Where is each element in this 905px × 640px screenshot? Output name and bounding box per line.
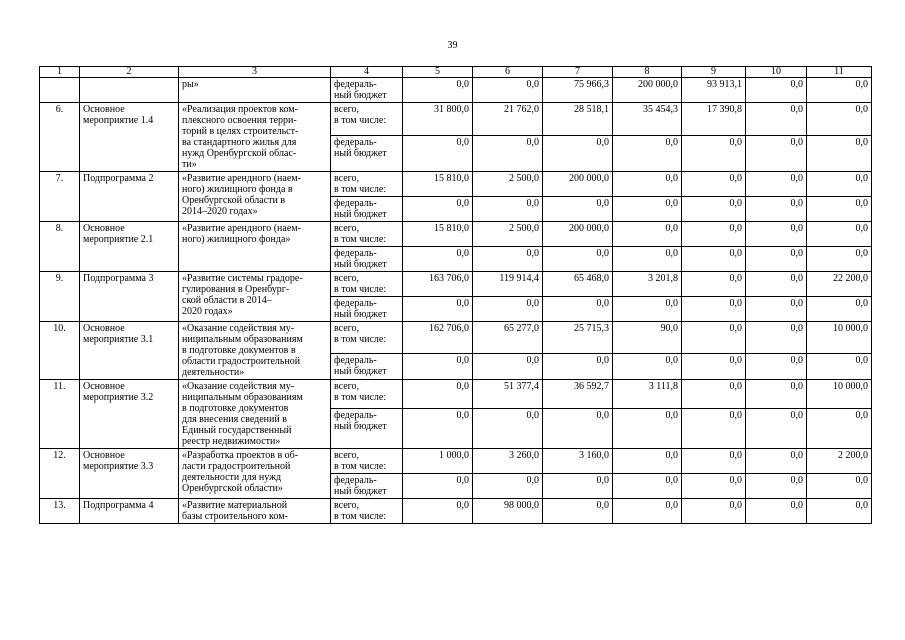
program-name-cell: Основное мероприятие 1.4 [80,103,179,172]
value-cell: 163 706,0 [403,272,473,297]
value-cell: 0,0 [543,409,613,449]
value-cell: 2 200,0 [807,449,872,474]
value-cell: 0,0 [473,78,543,103]
value-cell: 0,0 [807,297,872,322]
value-cell: 0,0 [746,272,807,297]
program-title-cell: «Развитие материальной базы строительного ком- [179,499,331,524]
value-cell: 0,0 [746,222,807,247]
funding-source-cell: федераль- ный бюджет [331,78,403,103]
program-title-cell: «Развитие системы градоре- гулирования в Оренбург- ской области в 2014– 2020 годах» [179,272,331,322]
table-row [40,322,872,354]
value-cell: 0,0 [613,409,682,449]
budget-table [39,66,872,524]
value-cell: 0,0 [613,474,682,499]
value-cell: 75 966,3 [543,78,613,103]
value-cell: 15 810,0 [403,222,473,247]
value-cell: 2 500,0 [473,172,543,197]
value-cell: 200 000,0 [543,222,613,247]
column-number-cell: 4 [331,67,403,78]
value-cell: 90,0 [613,322,682,354]
column-number-cell: 2 [80,67,179,78]
funding-source-cell: всего, в том числе: [331,322,403,354]
value-cell: 0,0 [543,197,613,222]
value-cell: 0,0 [403,354,473,380]
program-name-cell [80,78,179,103]
value-cell: 0,0 [746,78,807,103]
value-cell: 0,0 [682,247,746,272]
value-cell: 0,0 [807,474,872,499]
value-cell: 1 000,0 [403,449,473,474]
program-title-cell: «Развитие арендного (наем- ного) жилищного фонда в Оренбургской области в 2014–2020 годах» [179,172,331,222]
funding-source-cell: федераль- ный бюджет [331,354,403,380]
funding-source-cell: федераль- ный бюджет [331,247,403,272]
value-cell: 0,0 [807,247,872,272]
value-cell: 0,0 [613,354,682,380]
value-cell: 0,0 [543,247,613,272]
program-title-cell: «Развитие арендного (наем- ного) жилищного фонда» [179,222,331,272]
value-cell: 35 454,3 [613,103,682,136]
value-cell: 0,0 [682,136,746,172]
value-cell: 0,0 [613,499,682,524]
value-cell: 0,0 [682,449,746,474]
value-cell: 0,0 [746,322,807,354]
table-row [40,449,872,474]
value-cell: 0,0 [682,409,746,449]
program-name-cell: Основное мероприятие 3.1 [80,322,179,380]
funding-source-cell: всего, в том числе: [331,380,403,409]
value-cell: 0,0 [473,474,543,499]
value-cell: 0,0 [746,499,807,524]
row-number-cell: 9. [40,272,80,322]
value-cell: 0,0 [682,297,746,322]
value-cell: 0,0 [682,354,746,380]
row-number-cell: 11. [40,380,80,449]
value-cell: 0,0 [473,297,543,322]
value-cell: 0,0 [543,354,613,380]
funding-source-cell: всего, в том числе: [331,499,403,524]
value-cell: 22 200,0 [807,272,872,297]
value-cell: 0,0 [746,449,807,474]
value-cell: 0,0 [403,380,473,409]
column-number-cell: 3 [179,67,331,78]
value-cell: 200 000,0 [543,172,613,197]
value-cell: 0,0 [746,197,807,222]
column-number-cell: 9 [682,67,746,78]
value-cell: 0,0 [807,499,872,524]
funding-source-cell: всего, в том числе: [331,222,403,247]
value-cell: 0,0 [403,197,473,222]
value-cell: 31 800,0 [403,103,473,136]
funding-source-cell: всего, в том числе: [331,103,403,136]
value-cell: 0,0 [613,172,682,197]
value-cell: 0,0 [682,380,746,409]
value-cell: 0,0 [613,197,682,222]
row-number-cell: 10. [40,322,80,380]
program-name-cell: Подпрограмма 3 [80,272,179,322]
value-cell: 0,0 [473,136,543,172]
value-cell: 0,0 [807,136,872,172]
value-cell: 3 201,8 [613,272,682,297]
value-cell: 0,0 [543,474,613,499]
program-title-cell: «Реализация проектов ком- плексного освоения терри- торий в целях строительст- ва стандартного жилья для нужд Оренбургской облас- ти» [179,103,331,172]
row-number-cell: 12. [40,449,80,499]
value-cell: 0,0 [746,474,807,499]
row-number-cell: 13. [40,499,80,524]
value-cell: 0,0 [403,247,473,272]
funding-source-cell: всего, в том числе: [331,172,403,197]
value-cell: 3 260,0 [473,449,543,474]
value-cell: 3 160,0 [543,449,613,474]
funding-source-cell: всего, в том числе: [331,449,403,474]
column-number-cell: 5 [403,67,473,78]
value-cell: 17 390,8 [682,103,746,136]
row-number-cell [40,78,80,103]
value-cell: 0,0 [807,78,872,103]
value-cell: 0,0 [403,409,473,449]
value-cell: 0,0 [403,78,473,103]
value-cell: 0,0 [543,297,613,322]
table-row [40,78,872,103]
value-cell: 0,0 [403,297,473,322]
column-number-row [40,67,872,78]
program-title-cell: ры» [179,78,331,103]
value-cell: 200 000,0 [613,78,682,103]
column-number-cell: 11 [807,67,872,78]
value-cell: 0,0 [746,354,807,380]
value-cell: 0,0 [682,322,746,354]
value-cell: 0,0 [807,222,872,247]
column-number-cell: 7 [543,67,613,78]
table-row [40,380,872,409]
row-number-cell: 8. [40,222,80,272]
column-number-cell: 1 [40,67,80,78]
program-title-cell: «Оказание содействия му- ниципальным образованиям в подготовке документов в области градостроительной деятельности» [179,322,331,380]
value-cell: 0,0 [403,474,473,499]
table-row [40,172,872,197]
value-cell: 0,0 [807,409,872,449]
value-cell: 0,0 [473,354,543,380]
value-cell: 65 468,0 [543,272,613,297]
funding-source-cell: федераль- ный бюджет [331,197,403,222]
value-cell: 0,0 [682,172,746,197]
value-cell: 25 715,3 [543,322,613,354]
program-name-cell: Основное мероприятие 2.1 [80,222,179,272]
value-cell: 0,0 [746,297,807,322]
value-cell: 0,0 [682,499,746,524]
page-number: 39 [447,40,458,51]
value-cell: 51 377,4 [473,380,543,409]
column-number-cell: 10 [746,67,807,78]
value-cell: 0,0 [746,103,807,136]
value-cell: 0,0 [473,247,543,272]
value-cell: 98 000,0 [473,499,543,524]
column-number-cell: 6 [473,67,543,78]
value-cell: 0,0 [807,197,872,222]
value-cell: 10 000,0 [807,380,872,409]
value-cell: 0,0 [473,409,543,449]
value-cell: 0,0 [613,136,682,172]
value-cell: 0,0 [403,136,473,172]
table-row [40,103,872,136]
value-cell: 0,0 [473,197,543,222]
value-cell: 119 914,4 [473,272,543,297]
value-cell: 93 913,1 [682,78,746,103]
value-cell: 0,0 [807,354,872,380]
program-title-cell: «Оказание содействия му- ниципальным образованиям в подготовке документов для внесения сведений в Единый государственный реестр недвижимости» [179,380,331,449]
value-cell: 0,0 [682,272,746,297]
value-cell: 0,0 [807,172,872,197]
value-cell: 36 592,7 [543,380,613,409]
table-row [40,499,872,524]
value-cell: 0,0 [543,499,613,524]
value-cell: 0,0 [682,222,746,247]
value-cell: 10 000,0 [807,322,872,354]
value-cell: 0,0 [746,409,807,449]
value-cell: 0,0 [746,172,807,197]
program-name-cell: Основное мероприятие 3.3 [80,449,179,499]
table-row [40,272,872,297]
value-cell: 0,0 [543,136,613,172]
value-cell: 0,0 [613,222,682,247]
value-cell: 0,0 [613,297,682,322]
column-number-cell: 8 [613,67,682,78]
program-name-cell: Основное мероприятие 3.2 [80,380,179,449]
funding-source-cell: всего, в том числе: [331,272,403,297]
funding-source-cell: федераль- ный бюджет [331,409,403,449]
value-cell: 15 810,0 [403,172,473,197]
value-cell: 0,0 [682,197,746,222]
program-name-cell: Подпрограмма 4 [80,499,179,524]
funding-source-cell: федераль- ный бюджет [331,474,403,499]
value-cell: 0,0 [403,499,473,524]
value-cell: 3 111,8 [613,380,682,409]
row-number-cell: 6. [40,103,80,172]
funding-source-cell: федераль- ный бюджет [331,136,403,172]
value-cell: 0,0 [613,247,682,272]
row-number-cell: 7. [40,172,80,222]
value-cell: 0,0 [613,449,682,474]
funding-source-cell: федераль- ный бюджет [331,297,403,322]
program-title-cell: «Разработка проектов в об- ласти градостроительной деятельности для нужд Оренбургской области» [179,449,331,499]
value-cell: 0,0 [746,136,807,172]
table-row [40,222,872,247]
value-cell: 2 500,0 [473,222,543,247]
value-cell: 21 762,0 [473,103,543,136]
program-name-cell: Подпрограмма 2 [80,172,179,222]
value-cell: 0,0 [746,380,807,409]
value-cell: 162 706,0 [403,322,473,354]
value-cell: 0,0 [682,474,746,499]
value-cell: 0,0 [807,103,872,136]
value-cell: 0,0 [746,247,807,272]
value-cell: 28 518,1 [543,103,613,136]
value-cell: 65 277,0 [473,322,543,354]
